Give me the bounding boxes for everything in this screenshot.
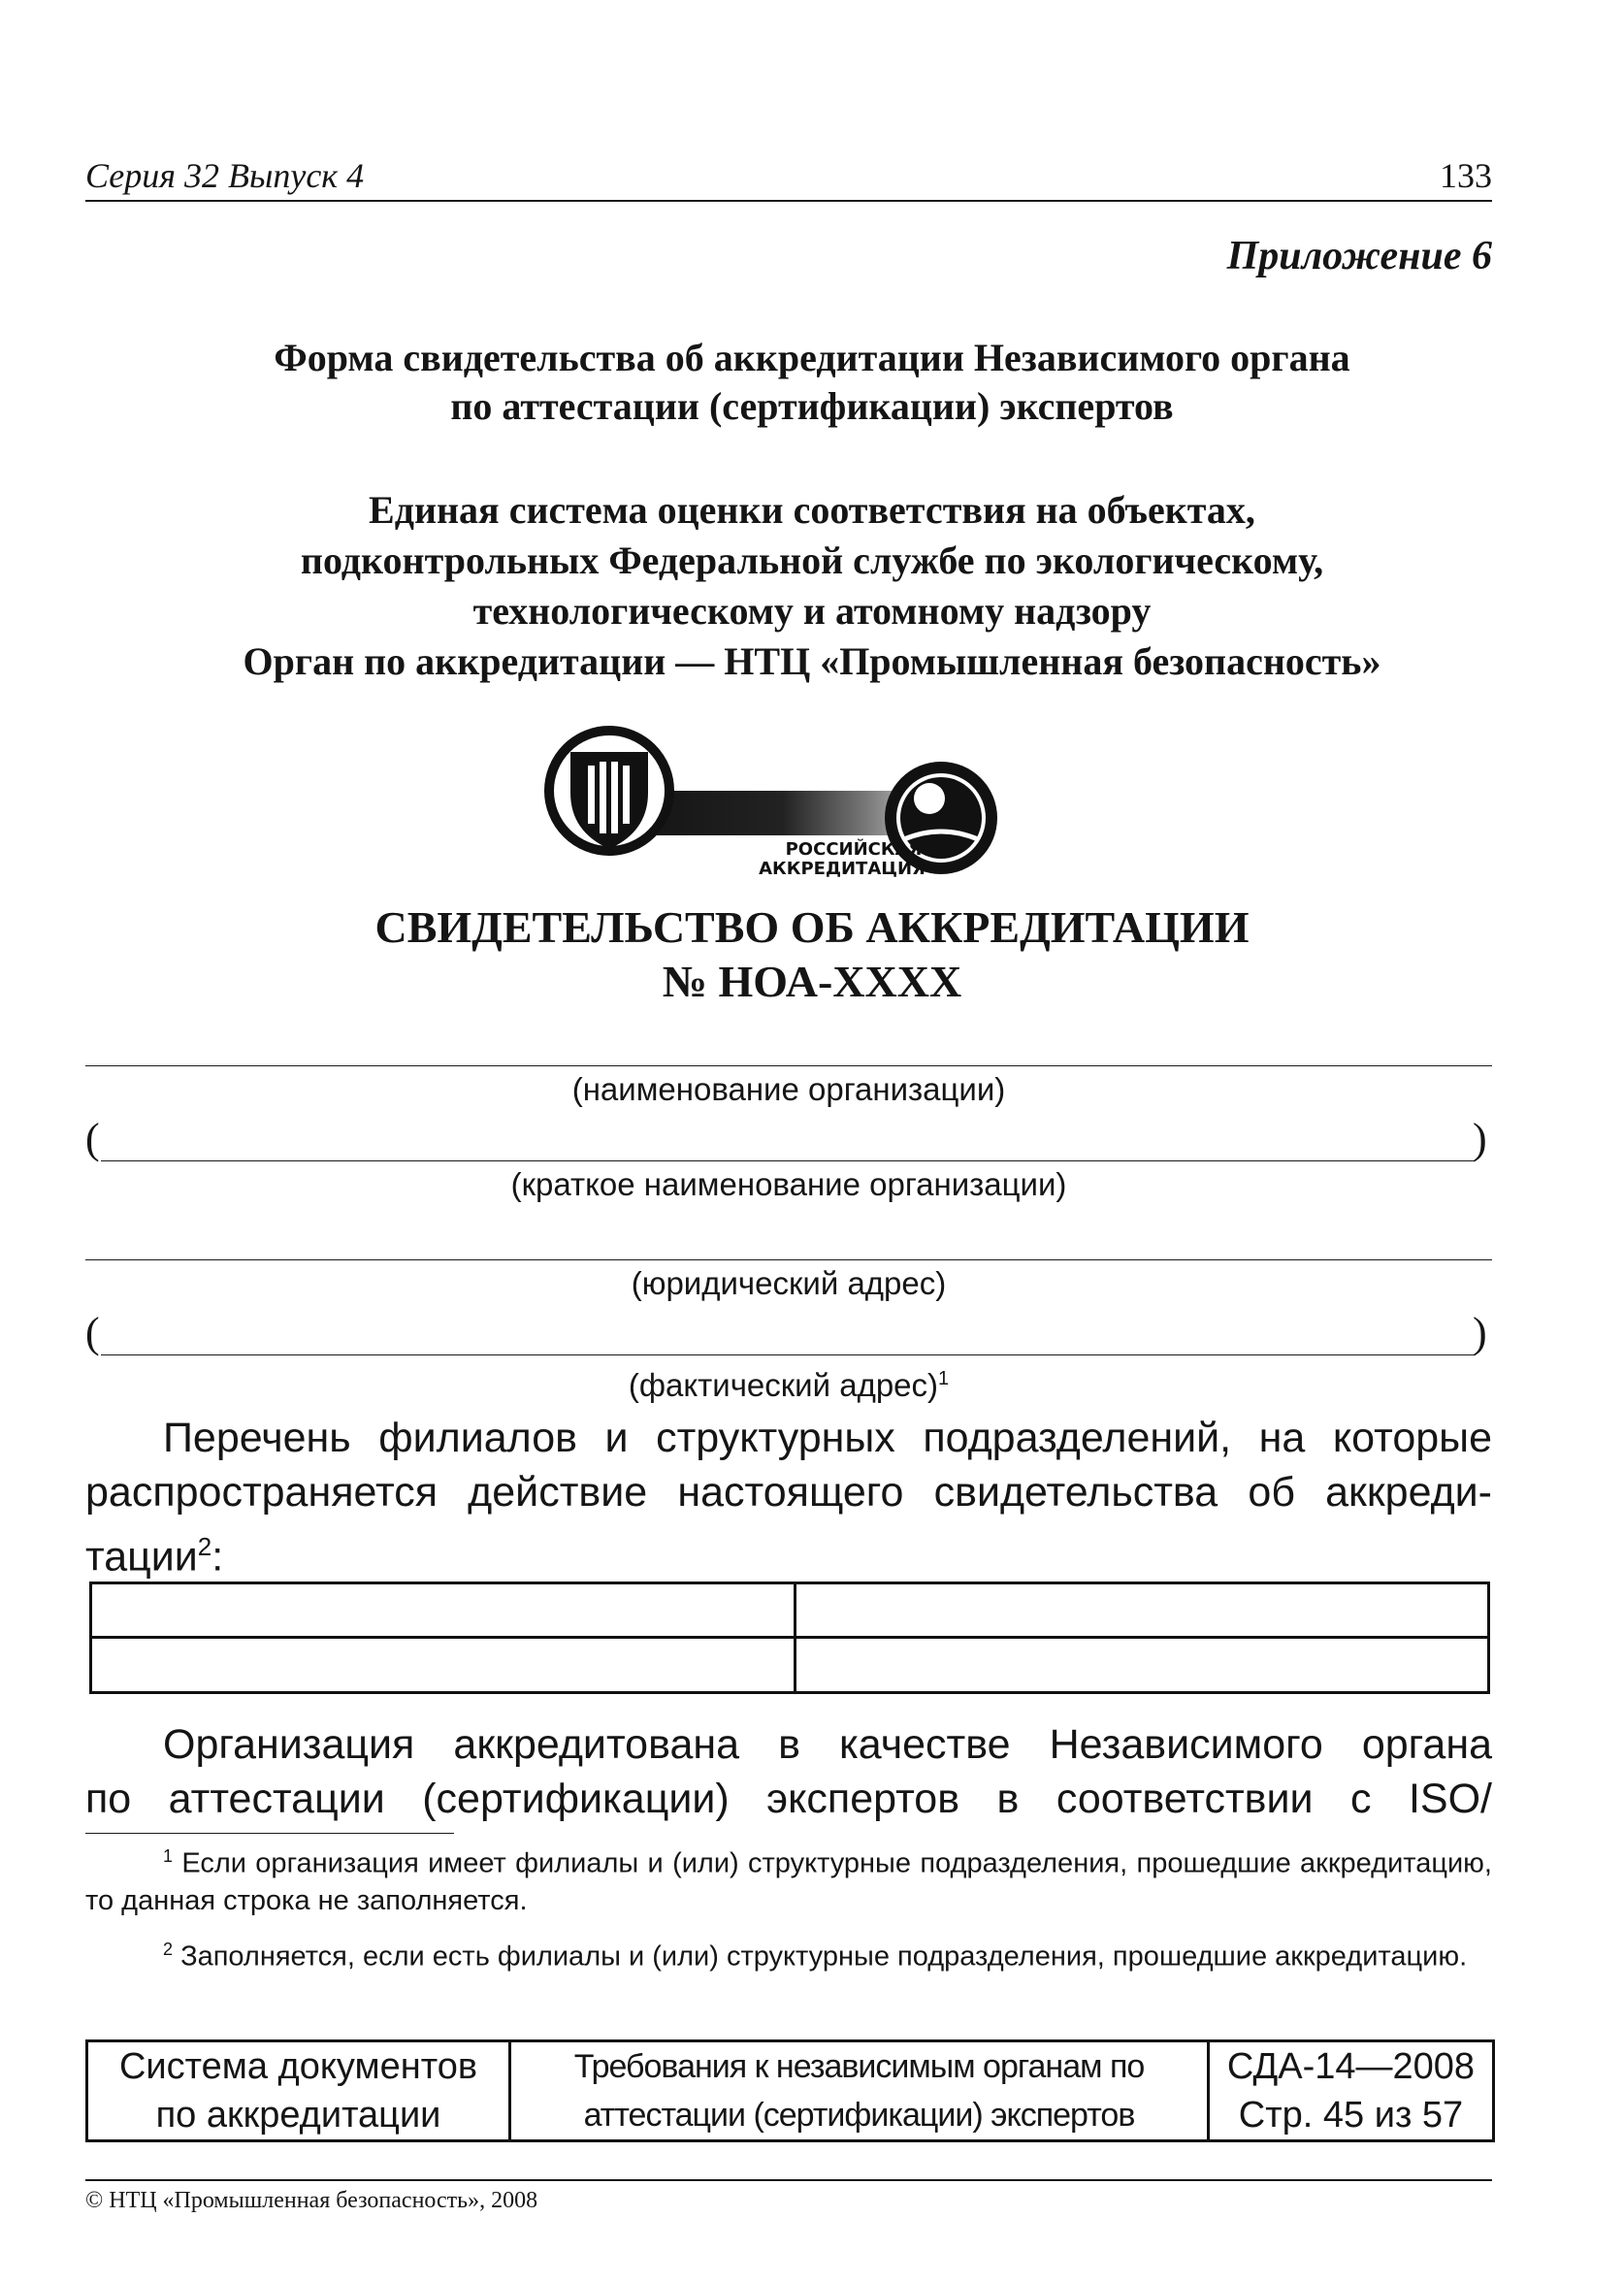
branches-line: Перечень филиалов и структурных подразделений, на которые: [163, 1415, 1492, 1461]
close-paren: ): [1473, 1309, 1487, 1356]
doc-system-line: по аккредитации: [155, 2095, 441, 2136]
actual-address-caption: [85, 1360, 1492, 1404]
table-cell: [1209, 2041, 1494, 2141]
branches-line: [85, 1519, 1492, 1583]
close-paren: ): [1473, 1115, 1487, 1162]
certificate-title: [97, 900, 1527, 1009]
footnote-text: Заполняется, если есть филиалы и (или) структурные подразделения, прошедшие аккредитацию.: [180, 1941, 1468, 1973]
footer-rule: [85, 2179, 1492, 2181]
table-row: [87, 2041, 1494, 2141]
footnote-ref: 2: [197, 1532, 212, 1561]
doc-page: Стр. 45 из 57: [1238, 2095, 1464, 2136]
running-title: Серия 32 Выпуск 4: [85, 156, 365, 195]
footnote: [85, 1838, 1492, 1919]
branches-table-cell[interactable]: [89, 1636, 796, 1694]
footnote: [85, 1931, 1492, 1975]
form-title: [97, 334, 1527, 431]
table-cell: [87, 2041, 510, 2141]
certificate-heading: СВИДЕТЕЛЬСТВО ОБ АККРЕДИТАЦИИ: [374, 902, 1250, 952]
accreditation-line: Организация аккредитована в качестве Независимого органа: [163, 1721, 1492, 1768]
branches-paragraph: [85, 1411, 1492, 1583]
open-paren: (: [85, 1115, 100, 1162]
branches-line-end: тации: [85, 1533, 198, 1581]
appendix-label: Приложение 6: [1226, 234, 1492, 278]
legal-address-caption: (юридический адрес): [631, 1265, 947, 1301]
legal-address-line[interactable]: [85, 1259, 1492, 1260]
footnote-separator: [85, 1833, 454, 1834]
copyright: © НТЦ «Промышленная безопасность», 2008: [85, 2188, 538, 2213]
org-name-caption: (наименование организации): [571, 1071, 1006, 1107]
doc-system-line: Система документов: [118, 2046, 478, 2087]
header-rule: [85, 200, 1492, 202]
branches-table-cell[interactable]: [794, 1582, 1490, 1639]
document-info-table: [85, 2039, 1495, 2142]
form-title-line: по аттестации (сертификации) экспертов: [450, 384, 1174, 428]
svg-text:АККРЕДИТАЦИЯ: АККРЕДИТАЦИЯ: [759, 859, 926, 879]
accreditation-body-line: Орган по аккредитации — НТЦ «Промышленная безопасность»: [243, 639, 1381, 683]
footnote-ref: 1: [938, 1368, 950, 1389]
doc-requirements-line: Требования к независимым органам по: [573, 2048, 1145, 2085]
system-title-line: Единая система оценки соответствия на объектах,: [369, 488, 1255, 532]
actual-address-line[interactable]: [101, 1354, 1475, 1355]
org-short-name-caption: (краткое наименование организации): [510, 1166, 1067, 1202]
certificate-number: № НОА-XXXX: [662, 957, 962, 1006]
page-number: 133: [1440, 156, 1492, 195]
form-title-line: Форма свидетельства об аккредитации Независимого органа: [274, 336, 1350, 379]
system-title-line: технологическому и атомному надзору: [472, 589, 1152, 633]
russian-accreditation-logo: [543, 723, 1028, 888]
accreditation-paragraph: [85, 1717, 1492, 1826]
footnote-mark: 2: [163, 1940, 174, 1959]
org-short-name-line[interactable]: [101, 1160, 1475, 1161]
system-title-line: подконтрольных Федеральной службе по экологическому,: [300, 538, 1324, 582]
doc-code: СДА-14—2008: [1226, 2046, 1476, 2087]
footnote-mark: 1: [163, 1846, 174, 1866]
branches-colon: :: [211, 1533, 224, 1581]
doc-requirements-line: аттестации (сертификации) экспертов: [583, 2097, 1135, 2134]
org-name-line[interactable]: [85, 1065, 1492, 1066]
branches-table-cell[interactable]: [89, 1582, 796, 1639]
svg-text:РОССИЙСКАЯ: РОССИЙСКАЯ: [785, 839, 923, 860]
open-paren: (: [85, 1309, 100, 1356]
accreditation-line: по аттестации (сертификации) экспертов в соответствии с ISO/: [85, 1776, 1492, 1822]
branches-table-cell[interactable]: [794, 1636, 1490, 1694]
system-title: [97, 485, 1527, 687]
actual-address-text: (фактический адрес): [628, 1367, 939, 1403]
branches-line: распространяется действие настоящего свидетельства об аккреди-: [85, 1469, 1492, 1516]
table-cell: [510, 2041, 1209, 2141]
footnote-text: Если организация имеет филиалы и (или) структурные подразделения, прошедшие аккредитацию, то данная строка не заполняется.: [85, 1847, 1492, 1916]
